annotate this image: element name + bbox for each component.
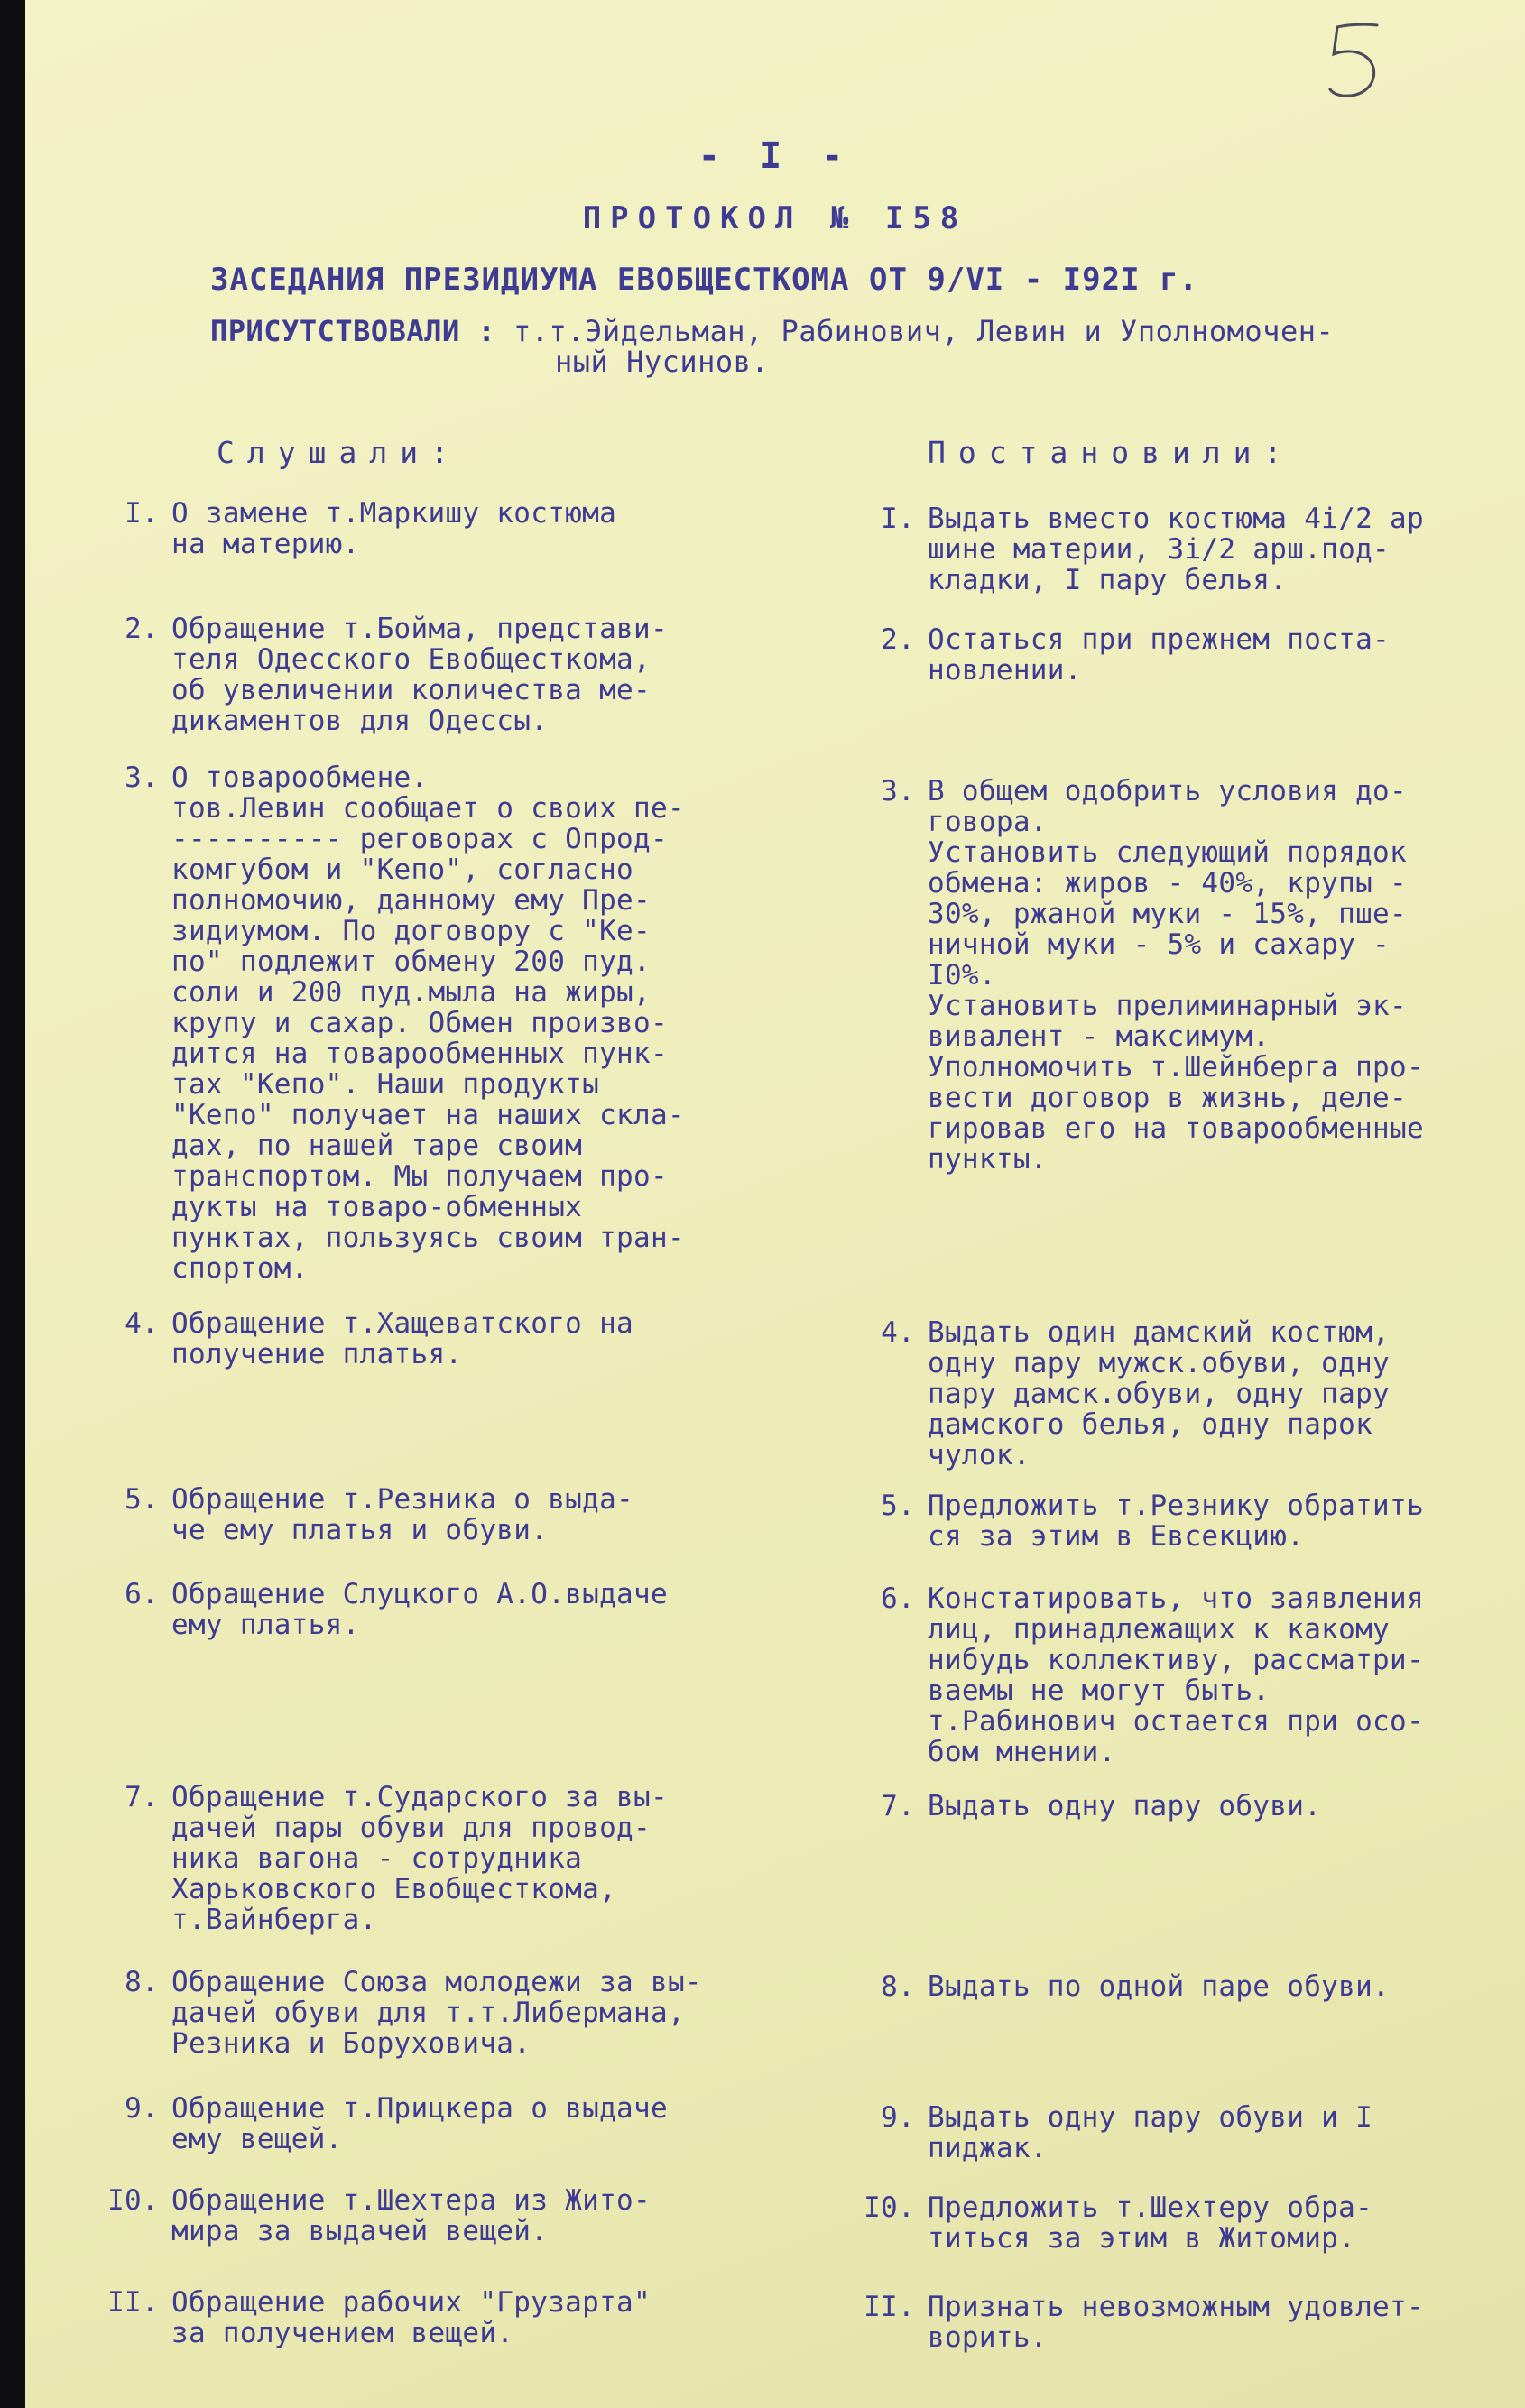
item-number: 4.: [125, 1307, 159, 1340]
document-page: [25, 0, 1525, 2408]
decided-item: [881, 1316, 1523, 1472]
handwritten-folio-mark: [1325, 18, 1388, 104]
item-number: 4.: [881, 1316, 915, 1349]
heard-text: Обращение рабочих "Грузарта" за получением вещей.: [171, 2286, 651, 2349]
decided-item: [864, 2291, 1523, 2354]
decided-text: Выдать одну пару обуви.: [928, 1790, 1322, 1822]
heard-item: [107, 2184, 803, 2247]
item-number: 9.: [881, 2101, 915, 2134]
decided-item: [881, 503, 1523, 596]
decided-column-heading: Постановили:: [928, 435, 1295, 470]
item-number: I.: [125, 497, 159, 530]
heard-item: [125, 1966, 803, 2060]
heard-column-heading: Слушали:: [217, 435, 461, 470]
item-number: 2.: [881, 623, 915, 656]
decided-text: Констатировать, что заявления лиц, принадлежащих к какому нибудь коллективу, рассматри- ваемы не могут быть. т.Рабинович остается при осо- бом мнении.: [928, 1582, 1424, 1768]
decided-item: [881, 1582, 1523, 1768]
heard-text: О замене т.Маркишу костюма на материю.: [171, 497, 617, 560]
item-number: 6.: [881, 1582, 915, 1615]
decided-item: [881, 1490, 1523, 1553]
heard-text: Обращение т.Бойма, представи- теля Одесского Евобщесткома, об увеличении количества ме- дикаментов для Одессы.: [171, 613, 668, 737]
decided-item: [864, 2191, 1523, 2255]
heard-text: Обращение т.Резника о выда- че ему платья и обуви.: [171, 1483, 634, 1546]
item-number: 8.: [125, 1966, 159, 1998]
decided-text: Выдать вместо костюма 4i/2 ар шине материи, 3i/2 арш.под- кладки, I пару белья.: [928, 503, 1424, 596]
heard-text: Обращение Слуцкого А.О.выдаче ему платья.: [171, 1578, 668, 1641]
item-number: II.: [107, 2286, 159, 2319]
item-number: 5.: [881, 1490, 915, 1522]
heard-item: [125, 613, 803, 737]
item-number: 3.: [881, 775, 915, 807]
meeting-subtitle: ЗАСЕДАНИЯ ПРЕЗИДИУМА ЕВОБЩЕСТКОМА ОТ 9/VI - I92I г.: [210, 262, 1198, 298]
heard-item: [125, 1578, 803, 1641]
heard-text: Обращение т.Хащеватского на получение платья.: [171, 1307, 634, 1370]
decided-text: Остаться при прежнем поста- новлении.: [928, 623, 1391, 687]
heard-item: [125, 497, 803, 560]
item-number: 5.: [125, 1483, 159, 1516]
heard-item: [107, 2286, 803, 2349]
item-number: 3.: [125, 761, 159, 794]
attendees-block: [210, 316, 1474, 377]
item-number: I0.: [864, 2191, 915, 2224]
page-number: - I -: [698, 135, 853, 177]
heard-text: Обращение т.Шехтера из Жито- мира за выдачей вещей.: [171, 2184, 651, 2247]
item-number: 6.: [125, 1578, 159, 1610]
heard-text: Обращение т.Сударского за вы- дачей пары обуви для провод- ника вагона - сотрудника Харьковского Евобщесткома, т.Вайнберга.: [171, 1781, 668, 1936]
decided-text: Предложить т.Резнику обратить ся за этим в Евсекцию.: [928, 1490, 1424, 1553]
heard-text: Обращение Союза молодежи за вы- дачей обуви для т.т.Либермана, Резника и Боруховича.: [171, 1966, 702, 2060]
item-number: I0.: [107, 2184, 159, 2217]
item-number: 9.: [125, 2092, 159, 2125]
attendees-label: ПРИСУТСТВОВАЛИ :: [210, 314, 496, 348]
decided-text: Выдать одну пару обуви и I пиджак.: [928, 2101, 1373, 2164]
heard-text: О товарообмене. тов.Левин сообщает о своих пе- ---------- реговорах с Опрод- комгубом и "Кепо", согласно полномочию, данному ему Пре- зидиумом. По договору с "Ке- по" подлежит обмену 200 пуд. соли и 200 пуд.мыла на жиры, крупу и сахар. Обмен произво- дится на товарообменных пунк- тах "Кепо". Наши продукты "Кепо" получает на наших скла- дах, по нашей таре своим транспортом. Мы получаем про- дукты на товаро-обменных пунктах, пользуясь своим тран- спортом.: [171, 761, 685, 1285]
attendees-names-line2: ный Нусинов.: [555, 345, 770, 379]
item-number: II.: [864, 2291, 915, 2323]
decided-item: [881, 1970, 1523, 2003]
heard-item: [125, 761, 803, 1285]
protocol-title: ПРОТОКОЛ № I58: [582, 200, 968, 236]
decided-text: Признать невозможным удовлет- ворить.: [928, 2291, 1424, 2354]
item-number: I.: [881, 503, 915, 535]
attendees-names-line1: т.т.Эйдельман, Рабинович, Левин и Уполномочен-: [513, 314, 1335, 348]
item-number: 8.: [881, 1970, 915, 2003]
heard-text: Обращение т.Прицкера о выдаче ему вещей.: [171, 2092, 668, 2155]
decided-text: Выдать один дамский костюм, одну пару мужск.обуви, одну пару дамск.обуви, одну пару дамского белья, одну парок чулок.: [928, 1316, 1391, 1472]
decided-text: Предложить т.Шехтеру обра- титься за этим в Житомир.: [928, 2191, 1373, 2255]
heard-item: [125, 1483, 803, 1546]
item-number: 2.: [125, 613, 159, 645]
heard-item: [125, 1307, 803, 1370]
decided-item: [881, 623, 1523, 687]
decided-item: [881, 2101, 1523, 2164]
item-number: 7.: [881, 1790, 915, 1822]
heard-item: [125, 2092, 803, 2155]
decided-item: [881, 1790, 1523, 1822]
decided-item: [881, 775, 1523, 1176]
decided-text: Выдать по одной паре обуви.: [928, 1970, 1391, 2003]
heard-item: [125, 1781, 803, 1936]
decided-text: В общем одобрить условия до- говора. Установить следующий порядок обмена: жиров - 40%, крупы - 30%, ржаной муки - 15%, пше- ничной муки - 5% и сахару - I0%. Установить прелиминарный эк- вивалент - максимум. Уполномочить т.Шейнберга про- вести договор в жизнь, деле- гировав его на товарообменные пункты.: [928, 775, 1424, 1176]
item-number: 7.: [125, 1781, 159, 1813]
